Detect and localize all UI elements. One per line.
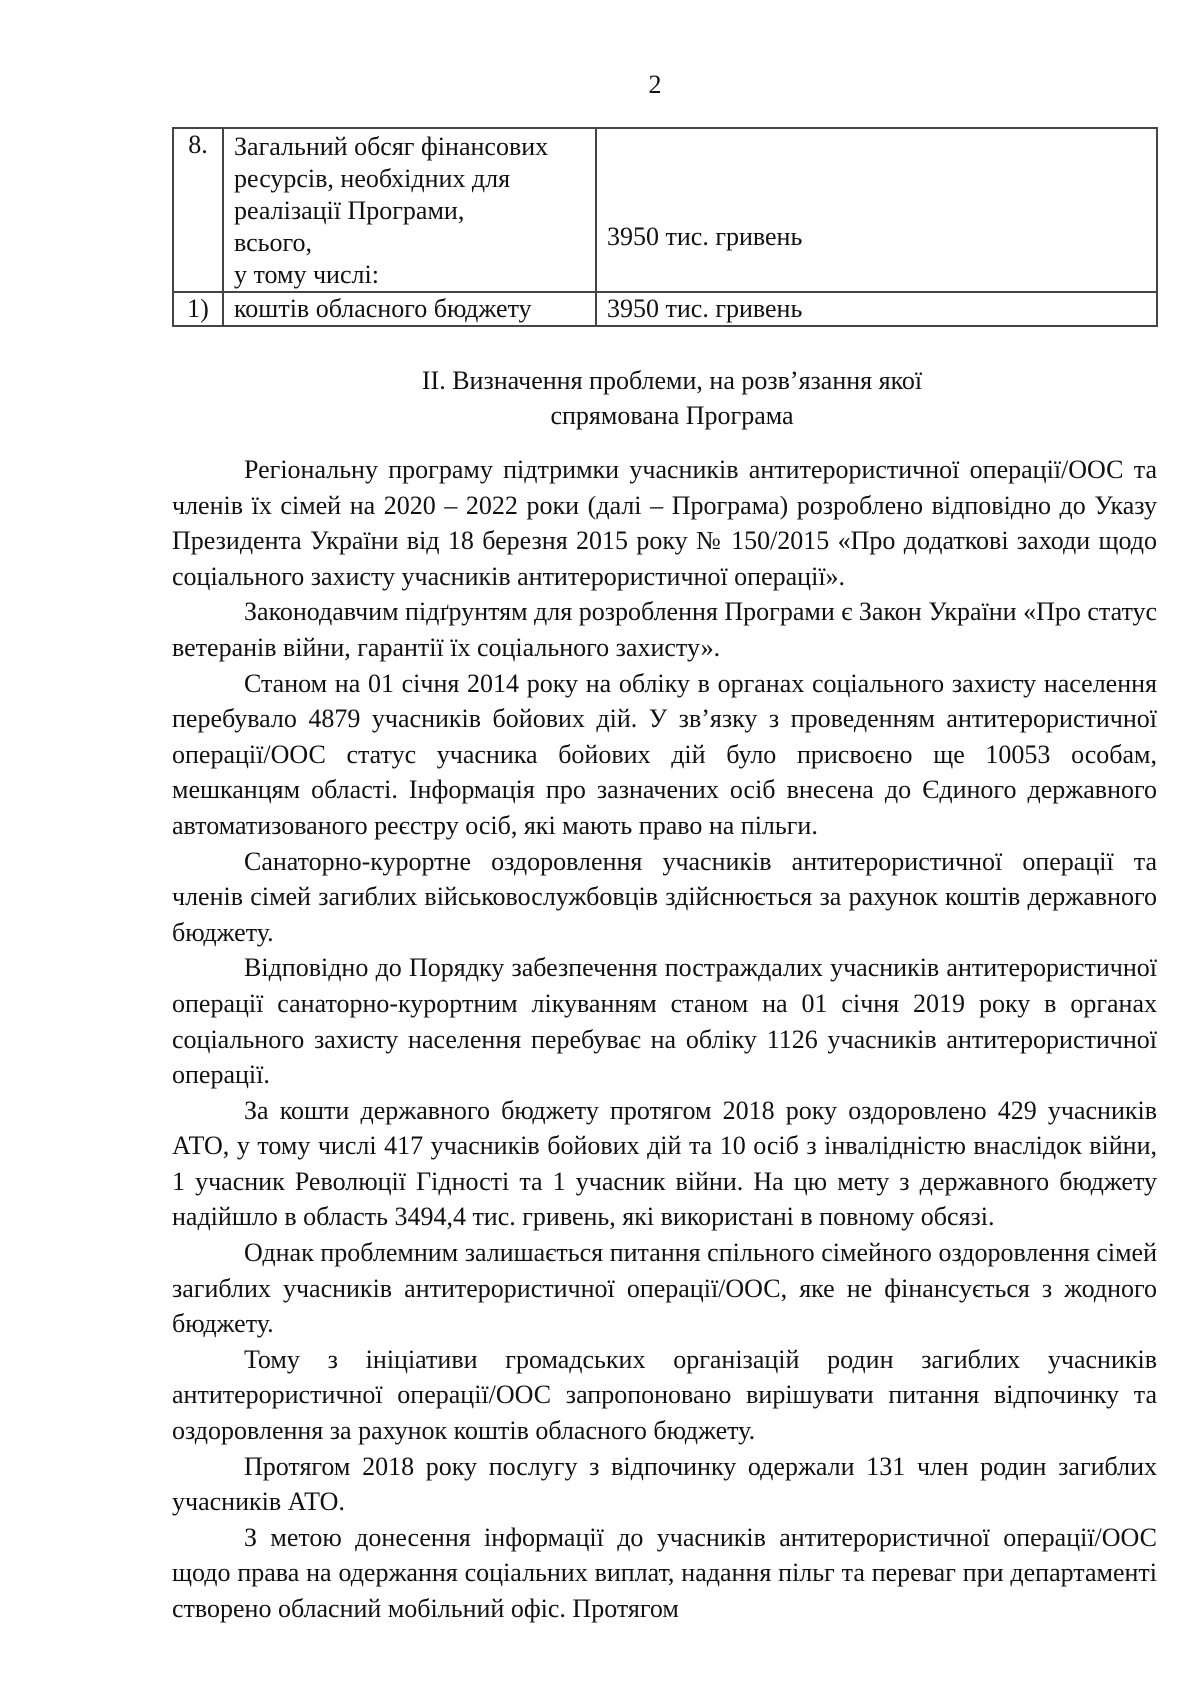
description-line: ресурсів, необхідних для [234, 164, 511, 193]
row-description [223, 128, 596, 292]
page-number: 2 [648, 70, 662, 99]
paragraph: Однак проблемним залишається питання спільного сімейного оздоровлення сімей загиблих учасників антитерористичної операції/ООС, яке не фінансується з жодного бюджету. [172, 1238, 1157, 1339]
paragraph: Санаторно-курортне оздоровлення учасників антитерористичної операції та членів сімей загиблих військовослужбовців здійснюється за рахунок коштів державного бюджету. [172, 846, 1157, 947]
row-value: 3950 тис. гривень [596, 128, 1157, 292]
description-line: реалізації Програми, [234, 196, 465, 225]
description-line: Загальний обсяг фінансових [234, 132, 549, 161]
section-heading-line-1: ІІ. Визначення проблеми, на розв’язання якої [421, 366, 923, 395]
paragraph: Регіональну програму підтримки учасників антитерористичної операції/ООС та членів їх сімей на 2020 – 2022 роки (далі – Програма) розроблено відповідно до Указу Президента України від 18 березня 2015 року № 150/2015 «Про додаткові заходи щодо соціального захисту учасників антитерористичної операції». [172, 455, 1157, 591]
paragraph: Відповідно до Порядку забезпечення постраждалих учасників антитерористичної операції санаторно-курортним лікуванням станом на 01 січня 2019 року в органах соціального захисту населення перебуває на обліку 1126 учасників антитерористичної операції. [172, 953, 1157, 1090]
row-value: 3950 тис. гривень [596, 292, 1157, 326]
program-info-table [172, 127, 1158, 327]
paragraph: Законодавчим підґрунтям для розроблення Програми є Закон України «Про статус ветеранів війни, гарантії їх соціального захисту». [172, 597, 1157, 662]
section-heading [172, 363, 1172, 433]
table-row-total-financing [173, 128, 1157, 292]
description-line: коштів обласного бюджету [234, 294, 532, 323]
description-line: всього, [234, 228, 313, 257]
paragraph: Протягом 2018 року послугу з відпочинку одержали 131 член родин загиблих учасників АТО. [172, 1451, 1157, 1517]
paragraph: За кошти державного бюджету протягом 2018 року оздоровлено 429 учасників АТО, у тому числі 417 учасників бойових дій та 10 осіб з інвалідністю внаслідок війни, 1 учасник Революції Гідності та 1 учасник війни. На цю мету з державного бюджету надійшло в область 3494,4 тис. гривень, які використані в повному обсязі. [172, 1095, 1157, 1232]
table-row-regional-budget [173, 292, 1157, 326]
section-body [172, 452, 1157, 1627]
section-heading-line-2: спрямована Програма [550, 401, 794, 430]
row-description [223, 292, 596, 326]
row-number: 1) [173, 292, 223, 326]
paragraph: Тому з ініціативи громадських організацій родин загиблих учасників антитерористичної операції/ООС запропоновано вирішувати питання відпочинку та оздоровлення за рахунок коштів обласного бюджету. [172, 1344, 1157, 1446]
paragraph: Станом на 01 січня 2014 року на обліку в органах соціального захисту населення перебувало 4879 учасників бойових дій. У зв’язку з проведенням антитерористичної операції/ООС статус учасника бойових дій було присвоєно ще 10053 особам, мешканцям області. Інформація про зазначених осіб внесена до Єдиного державного автоматизованого реєстру осіб, які мають право на пільги. [172, 668, 1157, 840]
description-line: у тому числі: [234, 260, 379, 289]
row-number: 8. [173, 128, 223, 292]
paragraph: З метою донесення інформації до учасників антитерористичної операції/ООС щодо права на одержання соціальних виплат, надання пільг та переваг при департаменті створено обласний мобільний офіс. Протягом [172, 1522, 1157, 1623]
